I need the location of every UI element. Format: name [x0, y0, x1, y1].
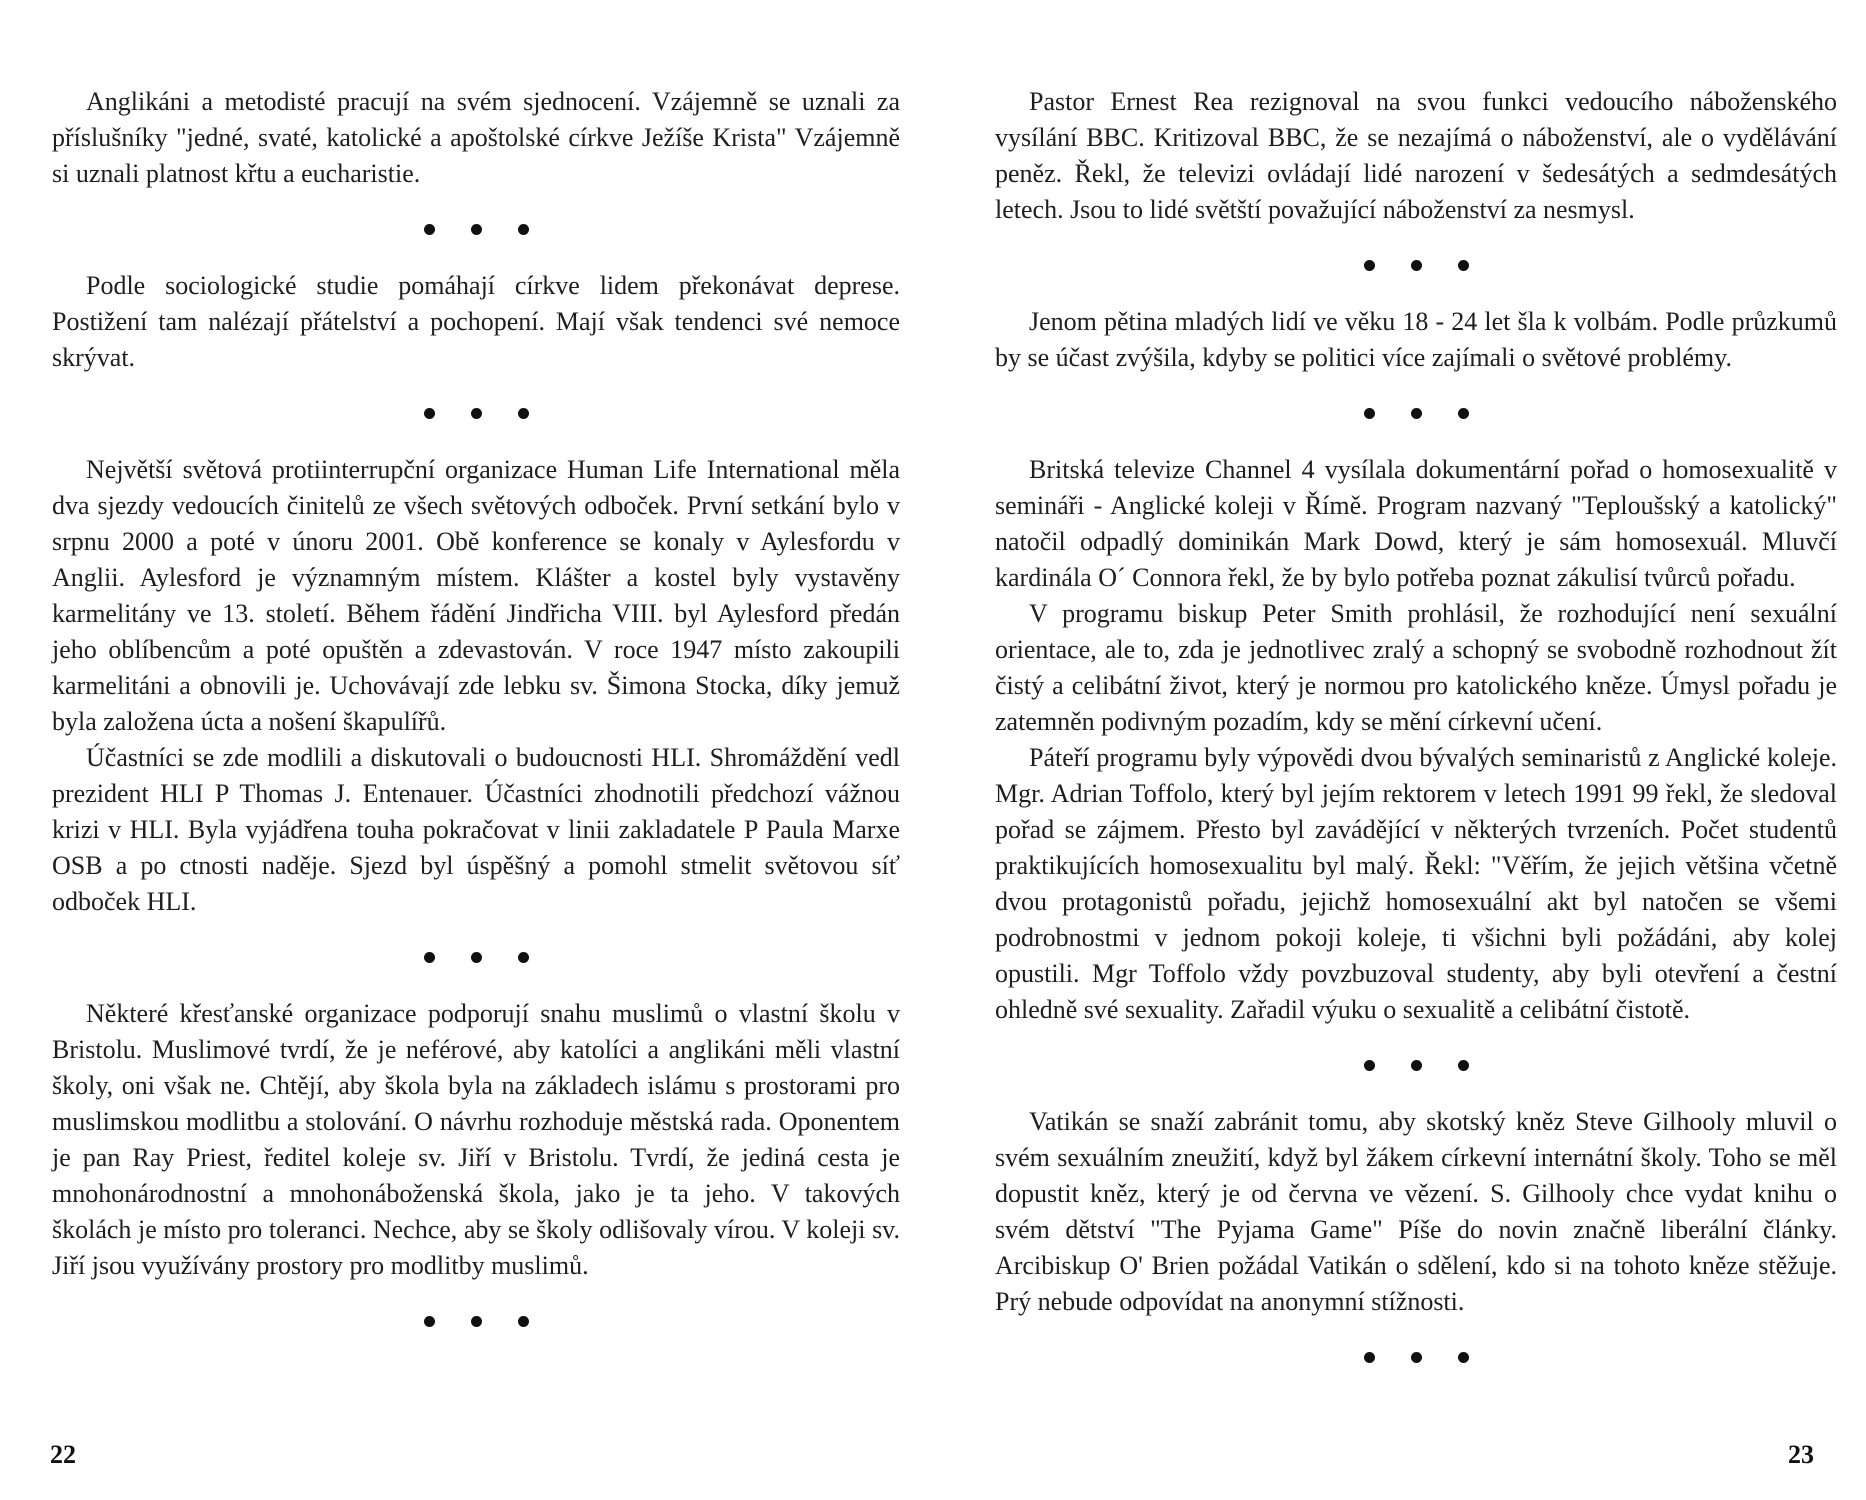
- article-paragraph: Některé křesťanské organizace podporují snahu muslimů o vlastní školu v Bristolu. Muslimové tvrdí, že je neférové, aby katolíci a anglikáni měli vlastní školy, oni však ne. Chtějí, aby škola byla na základech islámu s prostorami pro muslimskou modlitbu a stolování. O návrhu rozhoduje městská rada. Oponentem je pan Ray Priest, ředitel koleje sv. Jiří v Bristolu. Tvrdí, že jediná cesta je mnohonárodnostní a mnohonáboženská škola, jako je ta jeho. V takových školách je místo pro toleranci. Nechce, aby se školy odlišovaly vírou. V koleji sv. Jiří jsou využívány prostory pro modlitby muslimů.: [52, 999, 900, 1280]
- article-paragraph: Největší světová protiinterrupční organizace Human Life International měla dva sjezdy vedoucích činitelů ze všech světových odboček. První setkání bylo v srpnu 2000 a poté v únoru 2001. Obě konference se konaly v Aylesfordu v Anglii. Aylesford je významným místem. Klášter a kostel byly vystavěny karmelitány ve 13. století. Během řádění Jindřicha VIII. byl Aylesford předán jeho oblíbencům a poté opuštěn a zdevastován. V roce 1947 místo zakoupili karmelitáni a obnovili je. Uchovávají zde lebku sv. Šimona Stocka, díky jemuž byla založena úcta a nošení škapulířů.: [52, 455, 900, 736]
- bullet-dot-icon: [424, 1316, 435, 1327]
- bullet-dot-icon: [518, 952, 529, 963]
- bullet-dot-icon: [518, 408, 529, 419]
- right-text-column: [995, 84, 1837, 1396]
- bullet-dot-icon: [1458, 1060, 1469, 1071]
- article-paragraph: Pastor Ernest Rea rezignoval na svou funkci vedoucího náboženského vysílání BBC. Kritizoval BBC, že se nezajímá o náboženství, ale o vydělávání peněz. Řekl, že televizi ovládají lidé narození v šedesátých a sedmdesátých letech. Jsou to lidé světští považující náboženství za nesmysl.: [995, 87, 1837, 224]
- section-separator: [52, 938, 900, 974]
- left-text-column: [52, 84, 900, 1360]
- article-paragraph: Britská televize Channel 4 vysílala dokumentární pořad o homosexualitě v semináři - Anglické koleji v Římě. Program nazvaný "Teploušský a katolický" natočil odpadlý dominikán Mark Dowd, který je sám homosexuál. Mluvčí kardinála O´ Connora řekl, že by bylo potřeba poznat zákulisí tvůrců pořadu.: [995, 455, 1837, 592]
- bullet-dot-icon: [1411, 408, 1422, 419]
- bullet-dot-icon: [471, 408, 482, 419]
- right-page: [933, 0, 1866, 1500]
- section-separator: [995, 246, 1837, 282]
- bullet-dot-icon: [1458, 1352, 1469, 1363]
- section-separator: [995, 1046, 1837, 1082]
- bullet-dot-icon: [1364, 1060, 1375, 1071]
- article-paragraph: Jenom pětina mladých lidí ve věku 18 - 24 let šla k volbám. Podle průzkumů by se účast zvýšila, kdyby se politici více zajímali o světové problémy.: [995, 307, 1837, 372]
- bullet-dot-icon: [1411, 260, 1422, 271]
- article-paragraph: Vatikán se snaží zabránit tomu, aby skotský kněz Steve Gilhooly mluvil o svém sexuálním zneužití, když byl žákem církevní internátní školy. Toho se měl dopustit kněz, který je od června ve vězení. S. Gilhooly chce vydat knihu o svém dětství "The Pyjama Game" Píše do novin značně liberální články. Arcibiskup O' Brien požádal Vatikán o sdělení, kdo si na tohoto kněze stěžuje. Prý nebude odpovídat na anonymní stížnosti.: [995, 1107, 1837, 1316]
- bullet-dot-icon: [1458, 408, 1469, 419]
- bullet-dot-icon: [424, 952, 435, 963]
- bullet-dot-icon: [1411, 1060, 1422, 1071]
- bullet-dot-icon: [1364, 260, 1375, 271]
- bullet-dot-icon: [424, 224, 435, 235]
- bullet-dot-icon: [424, 408, 435, 419]
- bullet-dot-icon: [471, 1316, 482, 1327]
- page-number-left: 22: [50, 1440, 76, 1469]
- article-paragraph: Páteří programu byly výpovědi dvou bývalých seminaristů z Anglické koleje. Mgr. Adrian Toffolo, který byl jejím rektorem v letech 1991 99 řekl, že sledoval pořad se zájmem. Přesto byl zavádějící v některých tvrzeních. Počet studentů praktikujících homosexualitu byl malý. Řekl: "Věřím, že jejich většina včetně dvou protagonistů pořadu, jejichž homosexuální akt byl natočen se všemi podrobnostmi v jednom pokoji koleje, ti všichni byli požádáni, aby kolej opustili. Mgr Toffolo vždy povzbuzoval studenty, aby byli otevření a čestní ohledně své sexuality. Zařadil výuku o sexualitě a celibátní čistotě.: [995, 743, 1837, 1024]
- page-number-right: 23: [1788, 1440, 1814, 1469]
- section-separator: [52, 394, 900, 430]
- bullet-dot-icon: [1458, 260, 1469, 271]
- bullet-dot-icon: [1411, 1352, 1422, 1363]
- bullet-dot-icon: [518, 224, 529, 235]
- article-paragraph: Účastníci se zde modlili a diskutovali o budoucnosti HLI. Shromáždění vedl prezident HLI P Thomas J. Entenauer. Účastníci zhodnotili předchozí vážnou krizi v HLI. Byla vyjádřena touha pokračovat v linii zakladatele P Paula Marxe OSB a po ctnosti naděje. Sjezd byl úspěšný a pomohl stmelit světovou síť odboček HLI.: [52, 743, 900, 916]
- article-paragraph: Anglikáni a metodisté pracují na svém sjednocení. Vzájemně se uznali za příslušníky "jedné, svaté, katolické a apoštolské církve Ježíše Krista" Vzájemně si uznali platnost křtu a eucharistie.: [52, 87, 900, 188]
- article-paragraph: V programu biskup Peter Smith prohlásil, že rozhodující není sexuální orientace, ale to, zda je jednotlivec zralý a schopný se svobodně rozhodnout žít čistý a celibátní život, který je normou pro katolického kněze. Úmysl pořadu je zatemněn podivným pozadím, kdy se mění církevní učení.: [995, 599, 1837, 736]
- section-separator: [995, 1338, 1837, 1374]
- bullet-dot-icon: [1364, 1352, 1375, 1363]
- bullet-dot-icon: [471, 952, 482, 963]
- bullet-dot-icon: [1364, 408, 1375, 419]
- section-separator: [52, 210, 900, 246]
- article-paragraph: Podle sociologické studie pomáhají církve lidem překonávat deprese. Postižení tam nalézají přátelství a pochopení. Mají však tendenci své nemoce skrývat.: [52, 271, 900, 372]
- bullet-dot-icon: [518, 1316, 529, 1327]
- section-separator: [52, 1302, 900, 1338]
- section-separator: [995, 394, 1837, 430]
- bullet-dot-icon: [471, 224, 482, 235]
